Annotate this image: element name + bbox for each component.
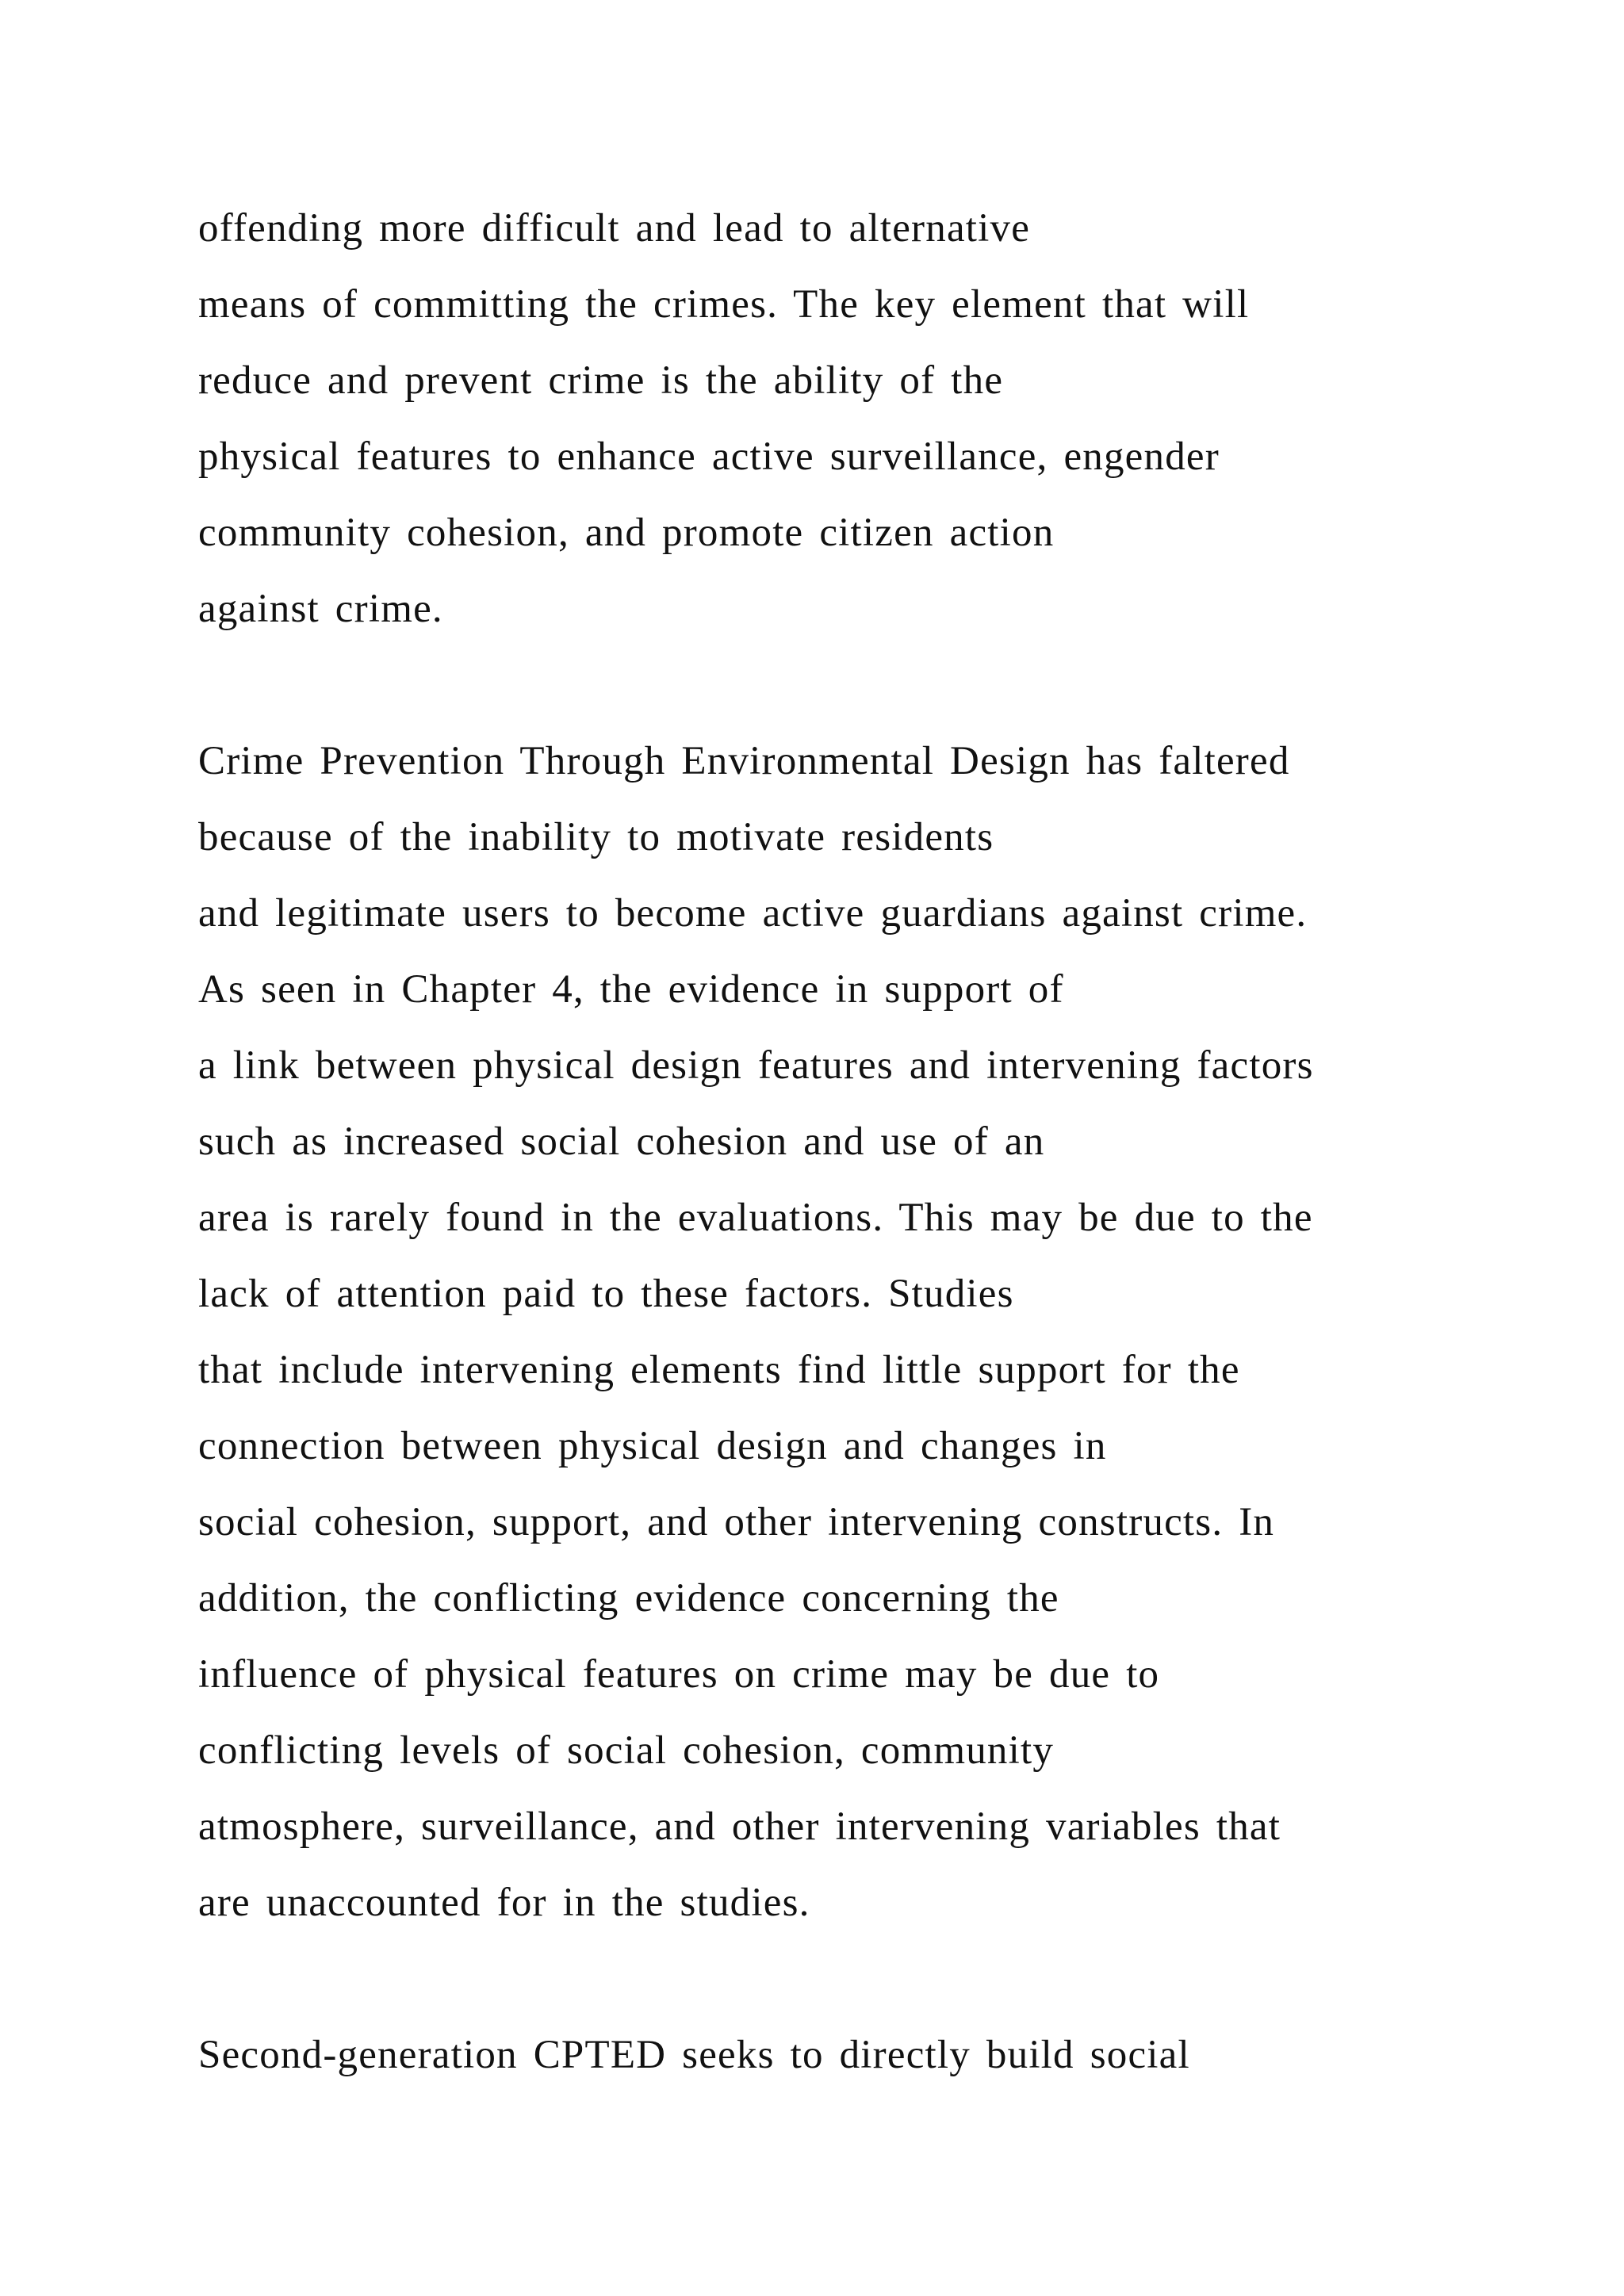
text-line: are unaccounted for in the studies. [198,1881,810,1925]
text-line: area is rarely found in the evaluations. This may be due to the [198,1196,1313,1240]
text-line: connection between physical design and changes in [198,1424,1107,1468]
paragraph-2 [198,723,1546,1941]
text-line: social cohesion, support, and other intervening constructs. In [198,1500,1275,1544]
text-line: conflicting levels of social cohesion, community [198,1728,1055,1773]
text-line: influence of physical features on crime may be due to [198,1652,1160,1697]
body-text [198,190,1546,2093]
text-line: means of committing the crimes. The key element that will [198,282,1250,327]
text-line: atmosphere, surveillance, and other intervening variables that [198,1804,1281,1849]
text-line: As seen in Chapter 4, the evidence in support of [198,967,1064,1012]
text-line: addition, the conflicting evidence concerning the [198,1576,1059,1621]
text-line: that include intervening elements find little support for the [198,1348,1240,1392]
text-line: and legitimate users to become active guardians against crime. [198,891,1308,936]
paragraph-spacer [198,647,1546,723]
text-line: Crime Prevention Through Environmental Design has faltered [198,739,1290,783]
text-line: a link between physical design features and intervening factors [198,1043,1314,1088]
text-line: Second-generation CPTED seeks to directly build social [198,2033,1190,2077]
text-line: lack of attention paid to these factors. Studies [198,1272,1014,1316]
text-line: reduce and prevent crime is the ability of the [198,358,1004,403]
text-line: offending more difficult and lead to alternative [198,206,1031,251]
text-line: because of the inability to motivate residents [198,815,994,859]
paragraph-1 [198,190,1546,647]
text-line: such as increased social cohesion and use of an [198,1119,1045,1164]
paragraph-3 [198,2017,1546,2093]
text-line: against crime. [198,587,443,631]
text-line: physical features to enhance active surveillance, engender [198,434,1220,479]
paragraph-spacer [198,1941,1546,2017]
text-line: community cohesion, and promote citizen action [198,511,1055,555]
